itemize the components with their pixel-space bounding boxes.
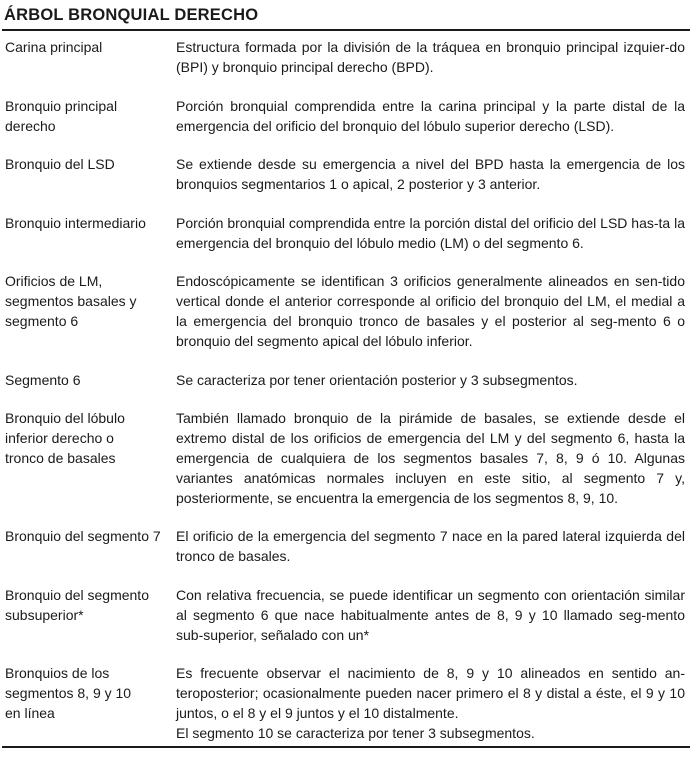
row-definition: Estructura formada por la división de la tráquea en bronquio principal izquier-do (BPI) y bronquio principal derecho (BPD). — [176, 39, 685, 75]
row-term: Bronquio del LSD — [5, 156, 115, 172]
row-definition: Porción bronquial comprendida entre la porción distal del orificio del LSD has-ta la emergencia del bronquio del lóbulo medio (LM) o del segmento 6. — [176, 215, 685, 251]
row-definition: Endoscópicamente se identifican 3 orificios generalmente alineados en sen-tido vertical donde el anterior corresponde al orificio del bronquio del LM, el medial a la emergencia del bronquio tronco de basales y el posterior al seg-mento 6 o bronquio del segmento apical del lóbulo inferior. — [176, 273, 685, 349]
row-term: Segmento 6 — [5, 372, 81, 388]
row-term: Carina principal — [5, 39, 103, 55]
bottom-rule — [2, 746, 690, 748]
row-term: Bronquios de los segmentos 8, 9 y 10 en línea — [5, 665, 132, 721]
row-term: Bronquio intermediario — [5, 215, 146, 231]
top-rule — [2, 29, 690, 31]
row-definition: Porción bronquial comprendida entre la carina principal y la parte distal de la emergencia del orificio del bronquio del lóbulo superior derecho (LSD). — [176, 98, 685, 134]
table-title: ÁRBOL BRONQUIAL DERECHO — [4, 6, 259, 24]
row-term: Bronquio del lóbulo inferior derecho o tronco de basales — [5, 410, 125, 466]
row-term: Bronquio principal derecho — [5, 98, 118, 134]
row-definition: Con relativa frecuencia, se puede identificar un segmento con orientación similar al segmento 6 que nace habitualmente antes de 8, 9 y 10 llamado seg-mento sub-superior, señalado con un* — [176, 587, 685, 643]
row-term: Bronquio del segmento subsuperior* — [5, 587, 149, 623]
row-definition: Se extiende desde su emergencia a nivel del BPD hasta la emergencia de los bronquios segmentarios 1 o apical, 2 posterior y 3 anterior. — [176, 156, 685, 192]
row-term: Orificios de LM, segmentos basales y segmento 6 — [5, 273, 137, 329]
row-definition: También llamado bronquio de la pirámide de basales, se extiende desde el extremo distal de los orificios de emergencia del LM y del segmento 6, hasta la emergencia de cualquiera de los segmentos basales 7, 8, 9 ó 10. Algunas variantes anatómicas normales incluyen en este sitio, al segmento 7 y, posteriormente, se encuentra la emergencia de los segmentos 8, 9, 10. — [176, 410, 685, 506]
row-term: Bronquio del segmento 7 — [5, 528, 161, 544]
row-definition: Se caracteriza por tener orientación posterior y 3 subsegmentos. — [176, 372, 578, 388]
row-definition: Es frecuente observar el nacimiento de 8, 9 y 10 alineados en sentido an-teroposterior; ocasionalmente pueden nacer primero el 8 y distal a éste, el 9 y 10 juntos, o el 8 y el 9 juntos y el 10 distalmente. El segmento 10 se caracteriza por tener 3 subsegmentos. — [176, 665, 685, 741]
row-definition: El orificio de la emergencia del segmento 7 nace en la pared lateral izquierda del tronco de basales. — [176, 528, 685, 564]
